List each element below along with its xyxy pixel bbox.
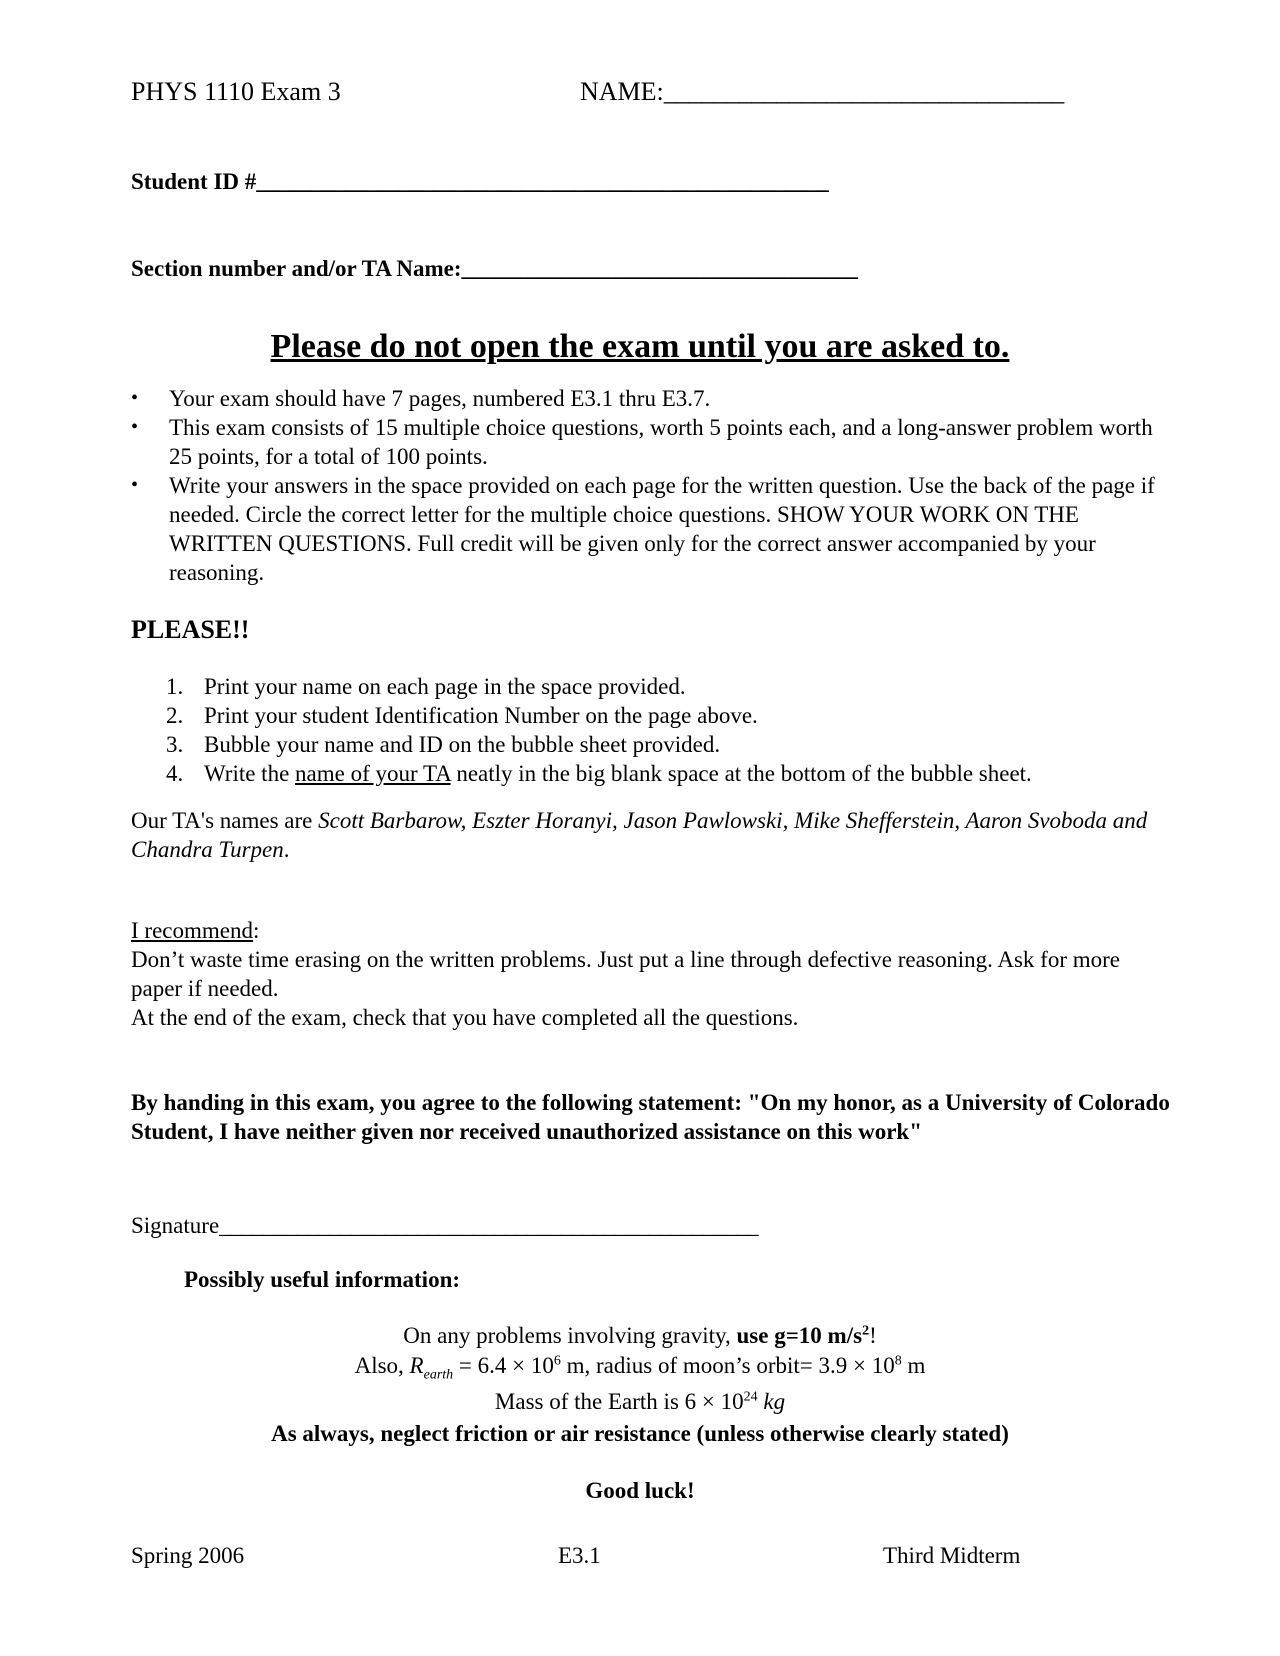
recommend-colon: : — [252, 918, 260, 943]
mass-exponent: 24 — [743, 1389, 758, 1405]
page-title: Please do not open the exam until you are asked to. — [270, 328, 1010, 365]
gravity-exponent: 2 — [862, 1323, 870, 1339]
item-number: 3. — [166, 732, 184, 757]
moon-exponent: 8 — [894, 1353, 902, 1369]
course-title: PHYS 1110 Exam 3 — [131, 77, 341, 106]
item-number: 4. — [166, 761, 184, 786]
r-value: = 6.4 × 10 — [453, 1353, 554, 1378]
ta-prefix: Our TA's names are — [131, 808, 319, 833]
section-label: Section number and/or TA Name: — [131, 256, 462, 281]
moon-orbit-text: m, radius of moon’s orbit= 3.9 × 10 — [560, 1353, 895, 1378]
please-item — [166, 759, 1032, 788]
mass-text: Mass of the Earth is 6 × 10 — [494, 1389, 744, 1414]
recommend-block — [131, 916, 1171, 1032]
r-symbol: R — [409, 1353, 424, 1378]
item-text: Print your student Identification Number on the page above. — [204, 703, 758, 728]
ta-names — [131, 806, 1171, 864]
recommend-line: Don’t waste time erasing on the written problems. Just put a line through defective reasoning. Ask for more paper if needed. — [131, 947, 1120, 1001]
ta-suffix: . — [283, 837, 290, 862]
instructions-list — [131, 384, 1161, 587]
mass-unit: kg — [757, 1389, 786, 1414]
name-label: NAME: — [580, 77, 664, 106]
student-id-label: Student ID # — [131, 169, 257, 194]
item-number: 2. — [166, 703, 184, 728]
section-blank: ____________________________________ — [461, 256, 858, 281]
info-heading: Possibly useful information: — [184, 1267, 461, 1292]
name-blank: ________________________________ — [663, 77, 1064, 106]
student-id-blank: ____________________________________________________ — [256, 169, 829, 194]
r-exponent: 6 — [553, 1353, 561, 1369]
recommend-heading: I recommend — [131, 918, 253, 943]
please-item — [166, 672, 1032, 701]
footer-left: Spring 2006 — [131, 1543, 245, 1568]
moon-unit: m — [901, 1353, 926, 1378]
recommend-line: At the end of the exam, check that you have completed all the questions. — [131, 1005, 799, 1030]
section-field[interactable] — [131, 255, 858, 284]
radius-line — [0, 1352, 1280, 1384]
also-text: Also, — [354, 1353, 410, 1378]
item-text: Bubble your name and ID on the bubble sheet provided. — [204, 732, 721, 757]
please-item — [166, 730, 1032, 759]
gravity-post: ! — [869, 1323, 877, 1348]
gravity-line — [0, 1322, 1280, 1351]
mass-line — [0, 1388, 1280, 1417]
r-subscript: earth — [423, 1367, 454, 1383]
student-id-field[interactable] — [131, 168, 828, 197]
gravity-bold: use g=10 m/s — [736, 1323, 863, 1348]
item-text: neatly in the big blank space at the bottom of the bubble sheet. — [450, 761, 1032, 786]
signature-field[interactable] — [131, 1212, 758, 1241]
instruction-item: • Your exam should have 7 pages, numbered E3.1 thru E3.7. — [131, 384, 1161, 413]
signature-blank: _________________________________________________ — [219, 1213, 759, 1238]
please-heading: PLEASE!! — [131, 615, 250, 644]
signature-label: Signature — [131, 1213, 220, 1238]
footer-page-number: E3.1 — [558, 1543, 601, 1568]
item-text: Write the — [204, 761, 296, 786]
footer-right: Third Midterm — [883, 1543, 1021, 1568]
gravity-pre: On any problems involving gravity, — [403, 1323, 737, 1348]
friction-line: As always, neglect friction or air resistance (unless otherwise clearly stated) — [271, 1421, 1009, 1446]
item-number: 1. — [166, 674, 184, 699]
please-list — [166, 672, 1032, 788]
instruction-item: • This exam consists of 15 multiple choice questions, worth 5 points each, and a long-answer problem worth 25 points, for a total of 100 points. — [131, 413, 1161, 471]
name-field[interactable] — [580, 76, 1064, 109]
item-text-underlined: name of your TA — [295, 761, 451, 786]
ta-list: Scott Barbarow, Eszter Horanyi, Jason Pawlowski, Mike Shefferstein, Aaron Svoboda and Chandra Turpen — [131, 808, 1148, 862]
good-luck: Good luck! — [585, 1478, 695, 1503]
honor-statement: By handing in this exam, you agree to the following statement: "On my honor, as a University of Colorado Student, I have neither given nor received unauthorized assistance on this work" — [131, 1090, 1170, 1144]
please-item — [166, 701, 1032, 730]
item-text: Print your name on each page in the space provided. — [204, 674, 686, 699]
instruction-item: • Write your answers in the space provided on each page for the written question. Use the back of the page if needed. Circle the correct letter for the multiple choice questions. SHOW YOUR WORK ON THE WRITTEN QUESTIONS. Full credit will be given only for the correct answer accompanied by your reasoning. — [131, 471, 1161, 587]
